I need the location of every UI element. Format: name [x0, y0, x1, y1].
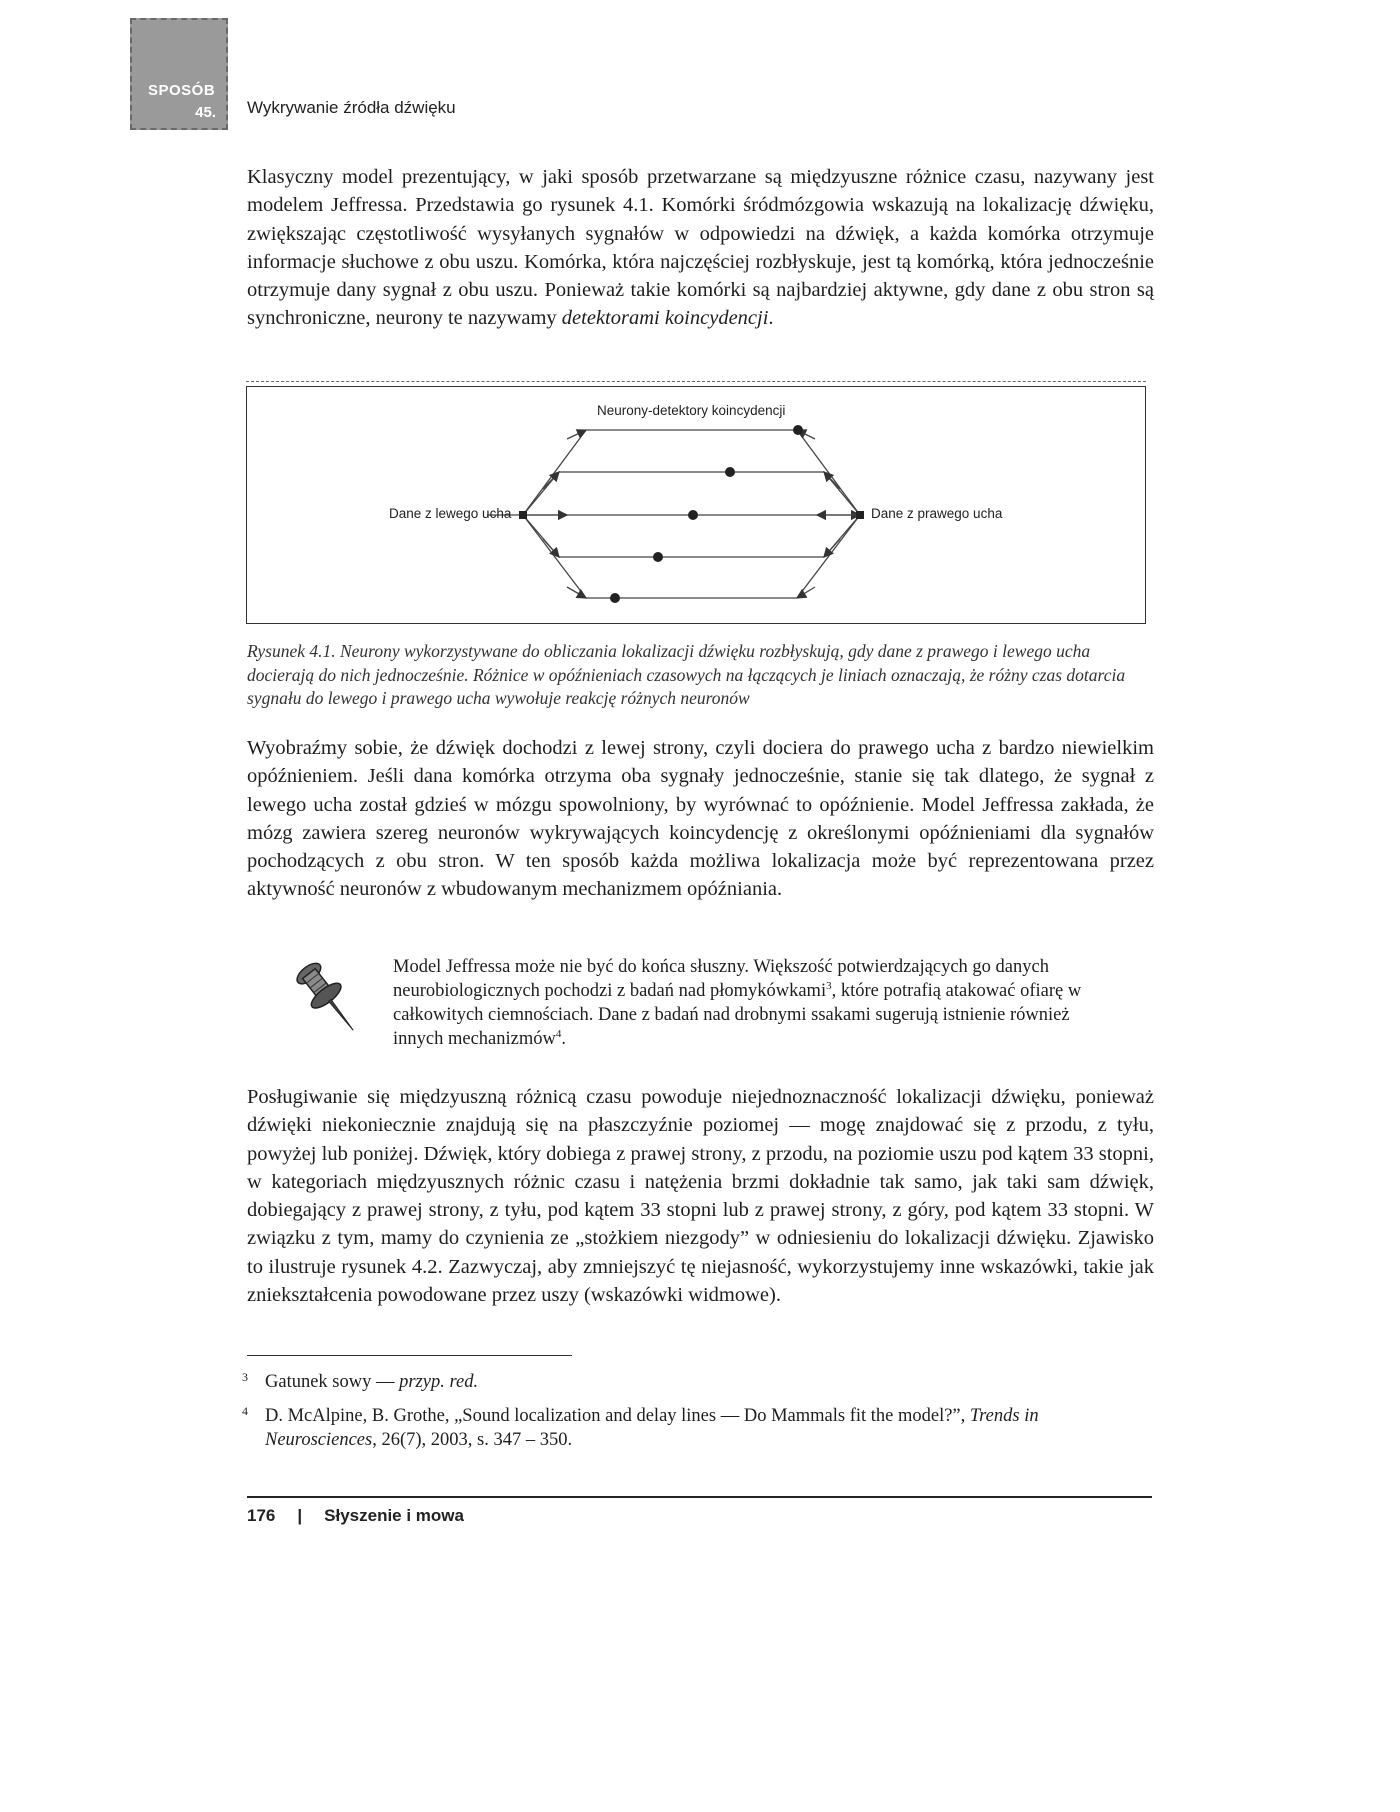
footnote-ref-3[interactable]: 3	[826, 979, 832, 992]
footnote-rule	[247, 1355, 572, 1356]
footnote-3-italic: przyp. red.	[399, 1372, 479, 1392]
footnote-3-text: Gatunek sowy —	[265, 1372, 400, 1392]
figure-top-divider	[246, 381, 1146, 382]
footnote-4-italic: Trends in Neurosciences	[265, 1406, 1039, 1450]
page-footer	[247, 1506, 464, 1526]
right-input-node	[856, 511, 864, 519]
paragraph-2: Wyobraźmy sobie, że dźwięk dochodzi z lewej strony, czyli dociera do prawego ucha z bardzo niewielkim opóźnieniem. Jeśli dana komórka otrzyma oba sygnały jednocześnie, stanie się tak dlatego, że sygnał z lewego ucha został gdzieś w mózgu spowolniony, by wyrównać to opóźnienie. Model Jeffressa zakłada, że mózg zawiera szereg neuronów wykrywających koincydencję z określonymi opóźnieniami dla sygnałów pochodzących z obu stron. W ten sposób każda możliwa lokalizacja może być reprezentowana przez aktywność neuronów z wbudowanym mechanizmem opóźniania.	[247, 737, 1154, 901]
figure-caption: Rysunek 4.1. Neurony wykorzystywane do obliczania lokalizacji dźwięku rozbłyskują, gdy dane z prawego i lewego ucha docierają do nich jednocześnie. Różnice w opóźnieniach czasowych na łączących je liniach oznaczają, że różny czas dotarcia sygnału do lewego i prawego ucha wywołuje reakcję różnych neuronów	[247, 641, 1126, 708]
paragraph-1	[247, 163, 1154, 333]
jeffress-diagram	[247, 387, 1144, 622]
footnote-4-rest: , 26(7), 2003, s. 347 – 350.	[372, 1430, 573, 1450]
paragraph-1-end: .	[768, 307, 774, 330]
footnote-3-number: 3	[242, 1370, 248, 1384]
footnote-4-text: D. McAlpine, B. Grothe, „Sound localization and delay lines — Do Mammals fit the model?”,	[265, 1406, 970, 1426]
running-header-title: Wykrywanie źródła dźwięku	[247, 98, 456, 117]
footer-rule	[247, 1496, 1152, 1498]
badge-number: 45.	[195, 104, 216, 121]
pushpin-note-icon	[288, 953, 368, 1043]
paragraph-1-term: detektorami koincydencji	[561, 307, 769, 330]
note-text-part1: Model Jeffressa może nie być do końca słuszny. Większość potwierdzających go danych neurobiologicznych pochodzi z badań nad płomykówkami	[393, 957, 1049, 1001]
footer-separator: |	[297, 1506, 303, 1525]
page-number: 176	[247, 1506, 276, 1525]
figure-label-right-ear: Dane z prawego ucha	[871, 506, 1003, 521]
footnote-ref-4[interactable]: 4	[555, 1027, 562, 1040]
neuron-3	[688, 510, 698, 520]
neuron-1	[793, 425, 803, 435]
footnote-4-number: 4	[242, 1404, 248, 1418]
neuron-5	[610, 593, 620, 603]
left-input-node	[519, 511, 527, 519]
chapter-title: Słyszenie i mowa	[324, 1506, 464, 1525]
figure-label-coincidence-detectors: Neurony-detektory koincydencji	[597, 403, 786, 418]
figure-jeffress-model	[246, 386, 1146, 624]
footnote-4	[242, 1404, 1147, 1452]
paragraph-1-text: Klasyczny model prezentujący, w jaki sposób przetwarzane są międzyuszne różnice czasu, nazywany jest modelem Jeffressa. Przedstawia go rysunek 4.1. Komórki śródmózgowia wskazują na lokalizację dźwięku, zwiększając częstotliwość wysyłanych sygnałów w odpowiedzi na dźwięk, a każda komórka otrzymuje informacje słuchowe z obu uszu. Komórka, która najczęściej rozbłyskuje, jest tą komórką, która jednocześnie otrzymuje dany sygnał z obu uszu. Ponieważ takie komórki są najbardziej aktywne, gdy dane z obu stron są synchroniczne, neurony te nazywamy	[247, 166, 1154, 330]
note-text-part2: , które potrafią atakować ofiarę w całkowitych ciemnościach. Dane z badań nad drobnymi ssakami sugerują istnienie również innych mechanizmów	[393, 981, 1082, 1049]
figure-label-left-ear: Dane z lewego ucha	[389, 506, 512, 521]
neuron-2	[725, 467, 735, 477]
hack-number-badge	[130, 18, 228, 130]
neuron-4	[653, 552, 663, 562]
delay-line-upper	[523, 472, 860, 515]
delay-line-lower	[523, 515, 860, 557]
note-text	[393, 955, 1093, 1051]
badge-word: SPOSÓB	[148, 82, 216, 99]
note-text-part3: .	[561, 1029, 566, 1049]
paragraph-3: Posługiwanie się międzyuszną różnicą czasu powoduje niejednoznaczność lokalizacji dźwięku, ponieważ dźwięki niekoniecznie znajdują się na płaszczyźnie poziomej — mogę znajdować się z przodu, z tyłu, powyżej lub poniżej. Dźwięk, który dobiega z prawej strony, z przodu, na poziomie uszu pod kątem 33 stopni, w kategoriach międzyusznych różnic czasu i natężenia brzmi dokładnie tak samo, jak taki sam dźwięk, dobiegający z prawej strony, z tyłu, pod kątem 33 stopni lub z prawej strony, z góry, pod kątem 33 stopni. W związku z tym, mamy do czynienia ze „stożkiem niezgody” w odniesieniu do lokalizacji dźwięku. Zjawisko to ilustruje rysunek 4.2. Zazwyczaj, aby zmniejszyć tę niejasność, wykorzystujemy inne wskazówki, takie jak zniekształcenia powodowane przez uszy (wskazówki widmowe).	[247, 1086, 1154, 1307]
footnote-3	[242, 1370, 1147, 1394]
